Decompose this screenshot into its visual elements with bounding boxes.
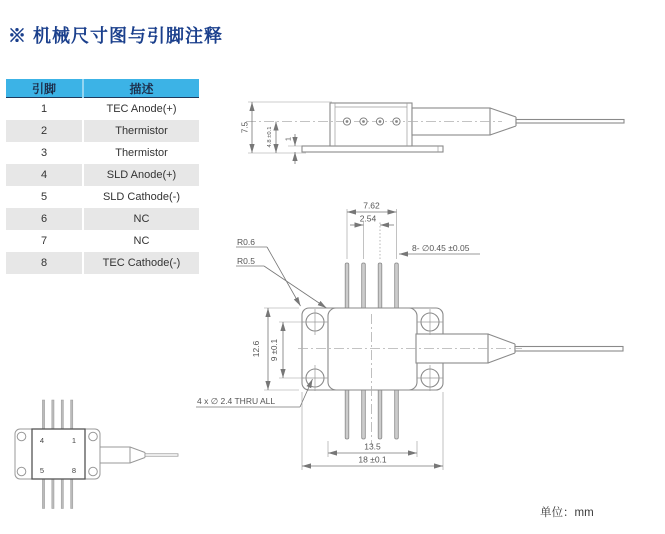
unit-label: 单位：mm (540, 507, 594, 519)
diagram-fiber (145, 454, 178, 456)
pin-description: Thermistor (83, 142, 199, 164)
table-row (6, 164, 199, 186)
pin-number: 7 (40, 235, 48, 247)
package-body-side (330, 103, 412, 146)
pin-numbering-diagram (10, 395, 190, 515)
table-row (6, 186, 199, 208)
pin-number: 1 (40, 103, 48, 115)
pin-number: 4 (40, 169, 48, 181)
diagram-boot-taper (130, 447, 145, 463)
pin-number: 5 (40, 191, 48, 203)
dim-mount-hole-spacing: 9 ±0.1 (270, 338, 279, 362)
package-body-top (328, 308, 417, 390)
pin-description: SLD Cathode(-) (83, 186, 199, 208)
table-row (6, 142, 199, 164)
dim-pin-centerline-height: 4.8 ±0.1 (267, 126, 273, 148)
page-title: ※ 机械尺寸图与引脚注释 (8, 26, 223, 46)
pin-description: SLD Anode(+) (83, 164, 199, 186)
radius-flange-corner-label: R0.6 (237, 237, 255, 247)
callout-mount-holes: 4 x ∅ 2.4 THRU ALL (197, 396, 276, 406)
table-row (6, 208, 199, 230)
pin-description: NC (83, 208, 199, 230)
dim-pin-span: 7.62 (363, 200, 380, 211)
pin-description: TEC Cathode(-) (83, 252, 199, 274)
optical-fiber (516, 120, 624, 124)
pin-number: 6 (40, 213, 48, 225)
dim-overall-height: 7.5 (240, 121, 250, 134)
dim-flange-width: 18 ±0.1 (358, 454, 387, 465)
pin-number: 2 (40, 125, 48, 137)
dim-base-thickness: 1 (283, 136, 293, 142)
pin-label-bottom-left: 5 (39, 466, 45, 475)
side-view-dimensions (241, 102, 333, 164)
side-view-package (246, 103, 624, 152)
table-row (6, 230, 199, 252)
dim-body-width: 13.5 (364, 441, 381, 452)
pin-description: NC (83, 230, 199, 252)
base-plate (302, 146, 443, 152)
top-pins (345, 263, 398, 309)
table-row (6, 252, 199, 274)
table-header-pin: 引脚 (6, 79, 83, 98)
diagram-snout (100, 447, 130, 463)
top-view-drawing (190, 195, 640, 490)
table-row (6, 120, 199, 142)
table-header-desc: 描述 (83, 79, 199, 98)
pin-number: 8 (40, 257, 48, 269)
side-view-drawing (240, 80, 640, 165)
pin-number: 3 (40, 147, 48, 159)
pin-description: Thermistor (83, 120, 199, 142)
pin-label-top-right: 1 (71, 436, 77, 445)
pin-description-table (6, 79, 199, 274)
dim-flange-depth: 12.6 (251, 340, 261, 358)
radius-body-corner-label: R0.5 (237, 256, 255, 266)
optical-fiber (515, 347, 623, 352)
pin-label-top-left: 4 (39, 436, 45, 445)
pin-description: TEC Anode(+) (83, 98, 199, 121)
dim-pin-pitch: 2.54 (359, 213, 377, 224)
pin-label-bottom-right: 8 (71, 466, 77, 475)
table-row (6, 98, 199, 121)
callout-pin-diameter: 8- ∅0.45 ±0.05 (412, 243, 470, 253)
table-header-row (6, 79, 199, 98)
